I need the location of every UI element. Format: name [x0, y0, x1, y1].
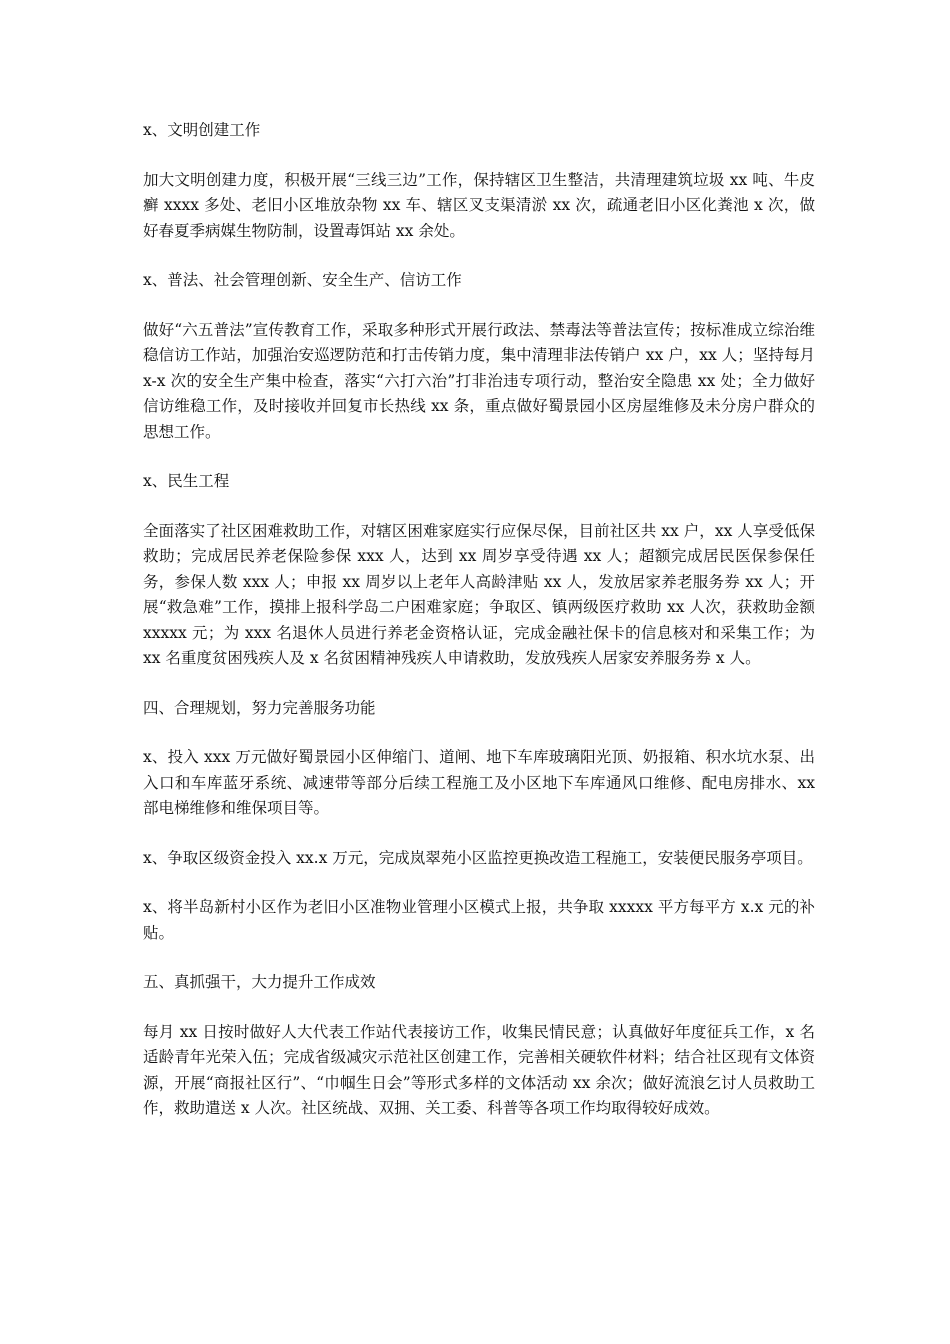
section-heading-legal-safety: x、普法、社会管理创新、安全生产、信访工作	[143, 271, 462, 289]
paragraph-planning-2: x、争取区级资金投入 xx.x 万元，完成岚翠苑小区监控更换改造工程施工，安装便民服务亭项目。	[143, 848, 813, 867]
paragraph-legal-safety: 做好“六五普法”宣传教育工作，采取多种形式开展行政法、禁毒法等普法宣传；按标准成立综治维稳信访工作站，加强治安巡逻防范和打击传销力度，集中清理非法传销户 xx 户，xx 人；坚持每月 x-x 次的安全生产集中检查，落实“六打六治”打非治违专项行动，整治安全隐患 xx 处；全力做好信访维稳工作，及时接收并回复市长热线 xx 条，重点做好蜀景园小区房屋维修及未分房户群众的思想工作。	[143, 320, 815, 441]
paragraph-civilization: 加大文明创建力度，积极开展“三线三边”工作，保持辖区卫生整洁，共清理建筑垃圾 xx 吨、牛皮癣 xxxx 多处、老旧小区堆放杂物 xx 车、辖区叉支渠清淤 xx 次，疏通老旧小区化粪池 x 次，做好春夏季病媒生物防制，设置毒饵站 xx 余处。	[143, 170, 815, 240]
section-heading-livelihood: x、民生工程	[143, 472, 230, 490]
section-heading-planning: 四、合理规划，努力完善服务功能	[143, 698, 376, 717]
section-heading-effectiveness: 五、真抓强干，大力提升工作成效	[143, 973, 376, 991]
paragraph-livelihood: 全面落实了社区困难救助工作，对辖区困难家庭实行应保尽保，目前社区共 xx 户，xx 人享受低保救助；完成居民养老保险参保 xxx 人，达到 xx 周岁享受待遇 xx 人；超额完成居民医保参保任务，参保人数 xxx 人；申报 xx 周岁以上老年人高龄津贴 xx 人，发放居家养老服务券 xx 人；开展“救急难”工作，摸排上报科学岛二户困难家庭；争取区、镇两级医疗救助 xx 人次，获救助金额 xxxxx 元；为 xxx 名退休人员进行养老金资格认证，完成金融社保卡的信息核对和采集工作；为 xx 名重度贫困残疾人及 x 名贫困精神残疾人申请救助，发放残疾人居家安养服务券 x 人。	[143, 521, 815, 667]
paragraph-planning-1: x、投入 xxx 万元做好蜀景园小区伸缩门、道闸、地下车库玻璃阳光顶、奶报箱、积水坑水泵、出入口和车库蓝牙系统、减速带等部分后续工程施工及小区地下车库通风口维修、配电房排水、xx 部电梯维修和维保项目等。	[143, 748, 815, 817]
section-heading-civilization: x、文明创建工作	[143, 121, 261, 139]
document-page	[143, 118, 815, 1146]
paragraph-effectiveness: 每月 xx 日按时做好人大代表工作站代表接访工作，收集民情民意；认真做好年度征兵工作，x 名适龄青年光荣入伍；完成省级减灾示范社区创建工作，完善相关硬软件材料；结合社区现有文体资源，开展“商报社区行”、“巾帼生日会”等形式多样的文体活动 xx 余次；做好流浪乞讨人员救助工作，救助遣送 x 人次。社区统战、双拥、关工委、科普等各项工作均取得较好成效。	[143, 1022, 815, 1117]
paragraph-planning-3: x、将半岛新村小区作为老旧小区准物业管理小区模式上报，共争取 xxxxx 平方每平方 x.x 元的补贴。	[143, 898, 815, 942]
